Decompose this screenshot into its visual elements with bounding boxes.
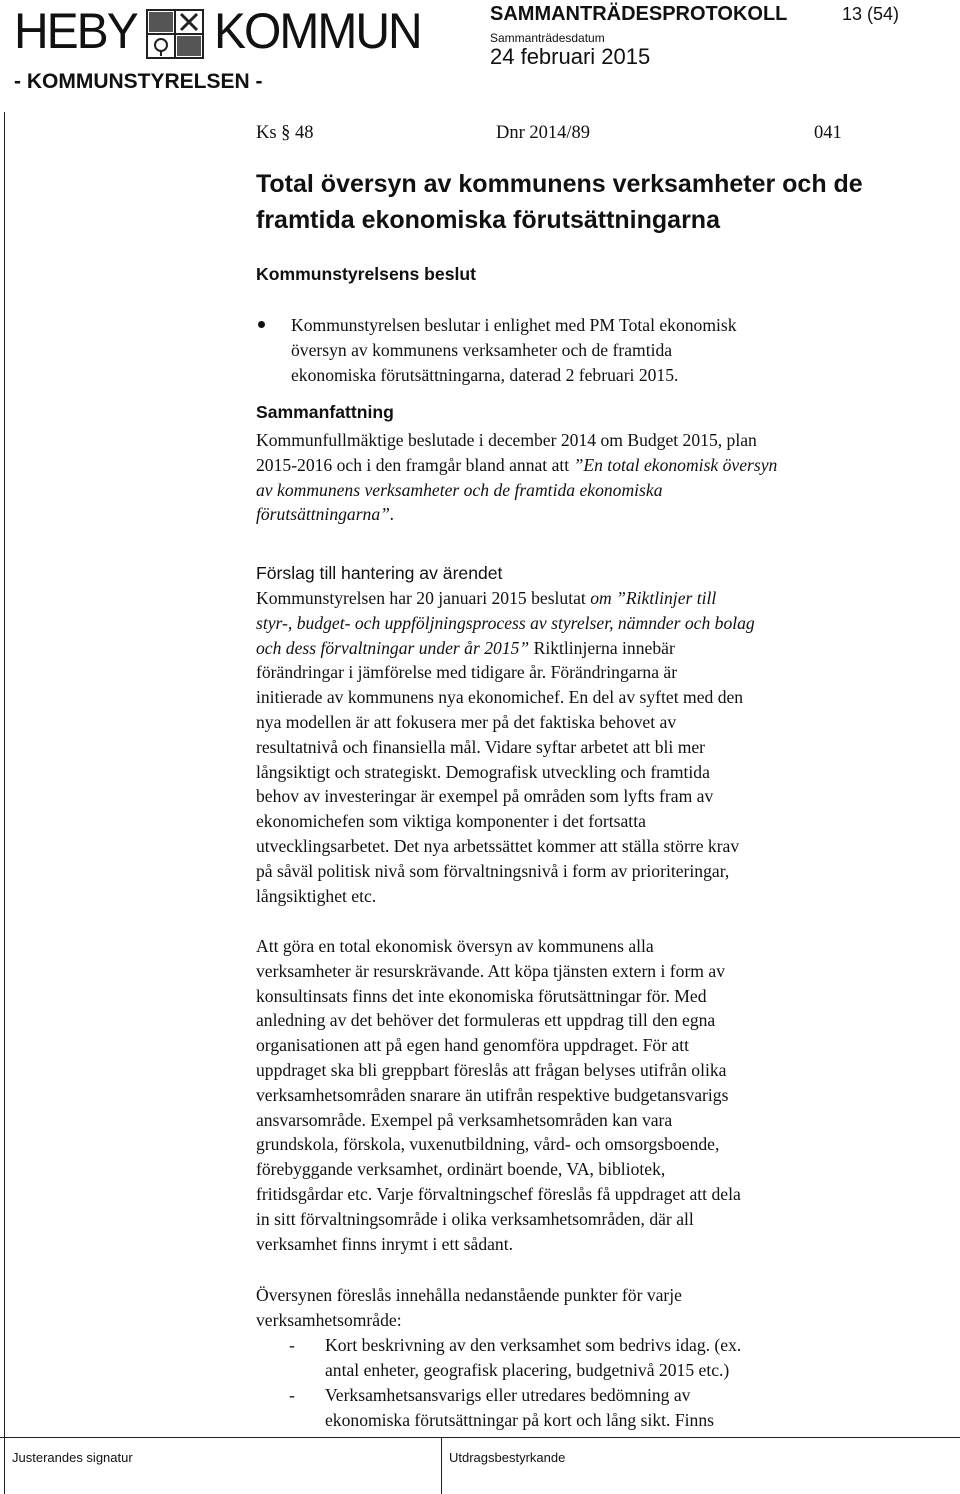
proposal-line: resultatnivå och finansiella mål. Vidare syftar arbetet att bli mer (256, 736, 706, 757)
proposal-line-text: Riktlinjerna innebär (529, 637, 675, 658)
list-item (325, 1383, 714, 1433)
case-registry-number: Dnr 2014/89 (496, 123, 591, 143)
decision-line: översyn av kommunens verksamheter och de framtida (291, 339, 673, 360)
decision-text (291, 313, 737, 387)
logo-word-heby: HEBY (14, 3, 137, 60)
bullet-icon (258, 321, 265, 328)
heby-kommun-logo (14, 2, 421, 64)
case-paragraph-number: Ks § 48 (256, 123, 314, 143)
paragraph-line: ansvarsområde. Exempel på verksamhetsområden kan vara (256, 1109, 673, 1130)
department-name: - KOMMUNSTYRELSEN - (14, 70, 263, 93)
proposal-line: långsiktighet etc. (256, 885, 377, 906)
paragraph-line: in sitt förvaltningsområde i olika verksamhetsområden, där all (256, 1208, 694, 1229)
paragraph-line: verksamhetsområde: (256, 1309, 402, 1330)
paragraph-line: konsultinsats finns det inte ekonomiska förutsättningar för. Med (256, 985, 707, 1006)
margin-rule (4, 112, 5, 1437)
paragraph-line: förebyggande verksamhet, ordinärt boende, VA, bibliotek, (256, 1159, 666, 1180)
summary-line (256, 453, 777, 478)
proposal-line: på såväl politisk nivå som förvaltningsnivå i form av prioriteringar, (256, 860, 730, 881)
proposal-quote-line: styr-, budget- och uppföljningsprocess av styrelser, nämnder och bolag (256, 612, 755, 633)
paragraph-line: organisationen att på egen hand genomföra uppdraget. För att (256, 1035, 690, 1056)
case-code: 041 (814, 123, 842, 143)
paragraph-line: Översynen föreslås innehålla nedanstående punkter för varje (256, 1285, 682, 1305)
list-item-line: ekonomiska förutsättningar på kort och lång sikt. Finns (325, 1409, 714, 1430)
proposal-line: nya modellen är att fokusera mer på det faktiska behovet av (256, 711, 677, 732)
case-title-line: Total översyn av kommunens verksamheter och de (256, 170, 863, 198)
signature-field-label: Justerandes signatur (12, 1450, 133, 1465)
summary-quote-line: av kommunens verksamheter och de framtida ekonomiska (256, 479, 663, 500)
proposal-line (256, 636, 755, 661)
meeting-date: 24 februari 2015 (490, 44, 651, 69)
proposal-line: utvecklingsarbetet. Det nya arbetssättet kommer att ställa större krav (256, 835, 740, 856)
proposal-line (256, 586, 755, 611)
coat-of-arms-icon (141, 8, 209, 60)
summary-quote-line: förutsättningarna”. (256, 504, 395, 525)
proposal-quote: om ”Riktlinjer till (590, 588, 717, 608)
proposal-heading: Förslag till hantering av ärendet (256, 563, 503, 583)
summary-line-text: 2015-2016 och i den framgår bland annat att (256, 454, 574, 475)
paragraph-line: fritidsgårdar etc. Varje förvaltningschef föreslås få uppdraget att dela (256, 1183, 741, 1204)
case-title-line: framtida ekonomiska förutsättningarna (256, 206, 720, 234)
summary-line: Kommunfullmäktige beslutade i december 2014 om Budget 2015, plan (256, 430, 757, 450)
list-item (325, 1333, 741, 1383)
decision-line: Kommunstyrelsen beslutar i enlighet med PM Total ekonomisk (291, 315, 737, 335)
proposal-line: förändringar i jämförelse med tidigare år. Förändringarna är (256, 662, 678, 683)
meeting-date-label: Sammanträdesdatum (490, 31, 605, 45)
summary-quote: ”En total ekonomisk översyn (573, 454, 778, 475)
summary-heading: Sammanfattning (256, 402, 394, 422)
list-item-line: antal enheter, geografisk placering, budgetnivå 2015 etc.) (325, 1359, 730, 1380)
paragraph-resources (256, 934, 741, 1256)
page-number: 13 (54) (842, 4, 900, 24)
paragraph-line: uppdraget ska bli greppbart föreslås att frågan belyses utifrån olika (256, 1059, 727, 1080)
case-title (256, 166, 863, 238)
proposal-text (256, 586, 755, 908)
paragraph-review-content (256, 1283, 682, 1333)
list-dash: - (289, 1385, 295, 1405)
certificate-field-label: Utdragsbestyrkande (449, 1450, 566, 1465)
paragraph-line: verksamhetsområden snarare än utifrån respektive budgetansvarigs (256, 1084, 729, 1105)
summary-text (256, 428, 777, 527)
paragraph-line: Att göra en total ekonomisk översyn av kommunens alla (256, 936, 654, 956)
proposal-line: initierade av kommunens nya ekonomichef. En del av syftet med den (256, 687, 744, 708)
proposal-line: behov av investeringar är exempel på områden som lyfts fram av (256, 786, 714, 807)
footer-divider (4, 1437, 5, 1494)
list-item-line: Verksamhetsansvarigs eller utredares bedömning av (325, 1385, 691, 1405)
proposal-line: långsiktigt och strategiskt. Demografisk utveckling och framtida (256, 761, 710, 782)
document-type: SAMMANTRÄDESPROTOKOLL (490, 3, 788, 25)
decision-heading: Kommunstyrelsens beslut (256, 264, 476, 284)
footer-divider (441, 1437, 442, 1494)
paragraph-line: verksamheter är resurskrävande. Att köpa tjänsten extern i form av (256, 960, 725, 981)
paragraph-line: grundskola, förskola, vuxenutbildning, vård- och omsorgsboende, (256, 1134, 720, 1155)
proposal-quote: och dess förvaltningar under år 2015” (256, 637, 530, 658)
list-item-line: Kort beskrivning av den verksamhet som bedrivs idag. (ex. (325, 1335, 742, 1355)
footer-rule (0, 1437, 960, 1438)
proposal-line: ekonomichefen som viktiga komponenter i det fortsatta (256, 811, 646, 832)
logo-word-kommun: KOMMUN (214, 3, 421, 60)
proposal-line-text: Kommunstyrelsen har 20 januari 2015 beslutat (256, 588, 591, 608)
paragraph-line: anledning av det behöver det formuleras ett uppdrag till den egna (256, 1010, 716, 1031)
list-dash: - (289, 1335, 295, 1355)
paragraph-line: verksamhet finns inrymt i ett sådant. (256, 1233, 514, 1254)
decision-line: ekonomiska förutsättningarna, daterad 2 februari 2015. (291, 364, 679, 385)
